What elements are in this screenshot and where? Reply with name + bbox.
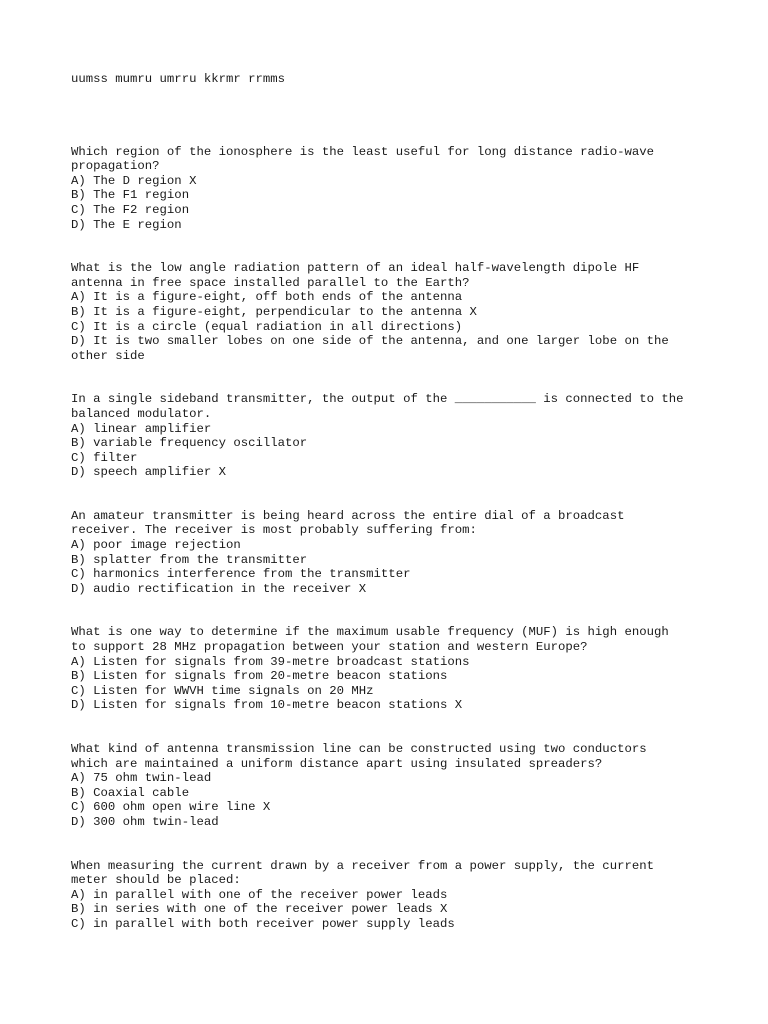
answer-option: B) Coaxial cable bbox=[71, 785, 190, 800]
answer-option: C) It is a circle (equal radiation in all directions) bbox=[71, 319, 463, 334]
question-text: An amateur transmitter is being heard across the entire dial of a broadcast bbox=[71, 508, 625, 523]
question-block bbox=[71, 509, 711, 597]
question-text: What kind of antenna transmission line can be constructed using two conductors bbox=[71, 742, 647, 756]
answer-option: B) variable frequency oscillator bbox=[71, 436, 308, 451]
answer-option: C) filter bbox=[71, 450, 138, 465]
question-text: meter should be placed: bbox=[71, 873, 241, 888]
answer-option: A) Listen for signals from 39-metre broadcast stations bbox=[71, 654, 470, 669]
answer-option: B) It is a figure-eight, perpendicular to the antenna X bbox=[71, 304, 477, 319]
answer-option: A) It is a figure-eight, off both ends of the antenna bbox=[71, 290, 463, 305]
question-block bbox=[71, 392, 711, 480]
answer-option: A) 75 ohm twin-lead bbox=[71, 771, 212, 786]
question-text: receiver. The receiver is most probably suffering from: bbox=[71, 523, 477, 538]
answer-option: B) splatter from the transmitter bbox=[71, 552, 308, 567]
question-text: to support 28 MHz propagation between your station and western Europe? bbox=[71, 640, 588, 655]
question-block bbox=[71, 859, 711, 932]
answer-option: B) The F1 region bbox=[71, 188, 190, 203]
answer-option: A) poor image rejection bbox=[71, 538, 241, 553]
question-text: What is one way to determine if the maximum usable frequency (MUF) is high enough bbox=[71, 625, 669, 640]
answer-option: D) It is two smaller lobes on one side of the antenna, and one larger lobe on the bbox=[71, 334, 669, 349]
answer-option: D) audio rectification in the receiver X bbox=[71, 581, 367, 596]
document-header: uumss mumru umrru kkrmr rrmms bbox=[71, 72, 286, 86]
question-text: Which region of the ionosphere is the least useful for long distance radio-wave bbox=[71, 144, 654, 159]
answer-option: D) speech amplifier X bbox=[71, 465, 226, 480]
answer-option: A) The D region X bbox=[71, 173, 197, 188]
document-page bbox=[71, 72, 711, 961]
answer-option: C) 600 ohm open wire line X bbox=[71, 800, 271, 815]
question-text: When measuring the current drawn by a receiver from a power supply, the current bbox=[71, 858, 654, 873]
answer-option: C) harmonics interference from the transmitter bbox=[71, 567, 411, 582]
question-text: In a single sideband transmitter, the output of the ___________ is connected to the bbox=[71, 392, 684, 407]
question-text: balanced modulator. bbox=[71, 406, 212, 421]
question-block bbox=[71, 261, 711, 363]
question-block bbox=[71, 742, 711, 830]
answer-option: C) Listen for WWVH time signals on 20 MHz bbox=[71, 683, 374, 698]
answer-option: other side bbox=[71, 348, 145, 363]
question-text: antenna in free space installed parallel to the Earth? bbox=[71, 275, 470, 290]
answer-option: A) linear amplifier bbox=[71, 421, 212, 436]
answer-option: C) in parallel with both receiver power supply leads bbox=[71, 916, 455, 931]
question-text: What is the low angle radiation pattern of an ideal half-wavelength dipole HF bbox=[71, 261, 640, 276]
answer-option: D) Listen for signals from 10-metre beacon stations X bbox=[71, 698, 463, 713]
answer-option: D) The E region bbox=[71, 217, 182, 232]
question-block bbox=[71, 145, 711, 233]
question-list bbox=[71, 145, 711, 932]
answer-option: D) 300 ohm twin-lead bbox=[71, 814, 219, 829]
question-block bbox=[71, 625, 711, 713]
question-text: propagation? bbox=[71, 159, 160, 174]
answer-option: B) Listen for signals from 20-metre beacon stations bbox=[71, 669, 448, 684]
answer-option: A) in parallel with one of the receiver power leads bbox=[71, 887, 448, 902]
question-text: which are maintained a uniform distance apart using insulated spreaders? bbox=[71, 756, 603, 771]
answer-option: C) The F2 region bbox=[71, 202, 190, 217]
answer-option: B) in series with one of the receiver power leads X bbox=[71, 902, 448, 917]
